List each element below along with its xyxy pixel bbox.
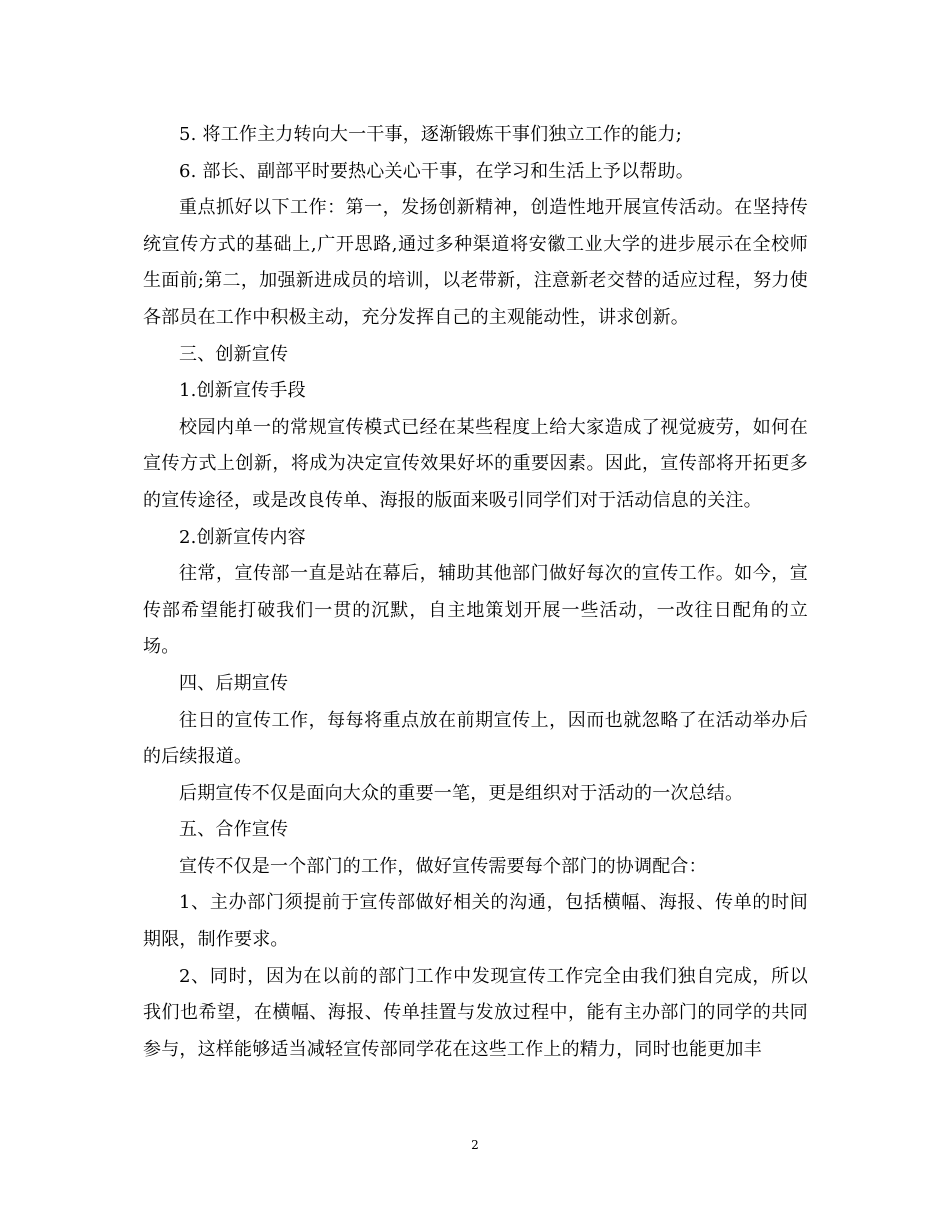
document-body	[143, 117, 808, 1068]
paragraph: 重点抓好以下工作：第一，发扬创新精神，创造性地开展宣传活动。在坚持传统宣传方式的基础上,广开思路,通过多种渠道将安徽工业大学的进步展示在全校师生面前;第二，加强新进成员的培训，以老带新，注意新老交替的适应过程，努力使各部员在工作中积极主动，充分发挥自己的主观能动性，讲求创新。	[143, 197, 808, 328]
section-heading: 三、创新宣传	[179, 343, 289, 365]
section-heading: 五、合作宣传	[179, 819, 289, 841]
paragraph: 6. 部长、副部平时要热心关心干事，在学习和生活上予以帮助。	[179, 160, 694, 182]
paragraph: 校园内单一的常规宣传模式已经在某些程度上给大家造成了视觉疲劳，如何在宣传方式上创新，将成为决定宣传效果好坏的重要因素。因此，宣传部将开拓更多的宣传途径，或是改良传单、海报的版面来吸引同学们对于活动信息的关注。	[143, 416, 808, 511]
paragraph: 往常，宣传部一直是站在幕后，辅助其他部门做好每次的宣传工作。如今，宣传部希望能打破我们一贯的沉默，自主地策划开展一些活动，一改往日配角的立场。	[143, 563, 808, 658]
paragraph: 5. 将工作主力转向大一干事，逐渐锻炼干事们独立工作的能力;	[179, 124, 682, 145]
paragraph: 后期宣传不仅是面向大众的重要一笔，更是组织对于活动的一次总结。	[179, 782, 744, 804]
subsection-heading: 1.创新宣传手段	[179, 380, 306, 402]
subsection-heading: 2.创新宣传内容	[179, 526, 306, 548]
page-number: 2	[471, 1138, 479, 1152]
list-item: 2、同时，因为在以前的部门工作中发现宣传工作完全由我们独自完成，所以我们也希望，在横幅、海报、传单挂置与发放过程中，能有主办部门的同学的共同参与，这样能够适当减轻宣传部同学花在这些工作上的精力，同时也能更加丰	[143, 965, 808, 1060]
paragraph: 往日的宣传工作，每每将重点放在前期宣传上，因而也就忽略了在活动举办后的后续报道。	[143, 709, 808, 768]
list-item: 1、主办部门须提前于宣传部做好相关的沟通，包括横幅、海报、传单的时间期限，制作要求。	[143, 892, 808, 951]
paragraph: 宣传不仅是一个部门的工作，做好宣传需要每个部门的协调配合：	[179, 855, 707, 877]
section-heading: 四、后期宣传	[179, 672, 289, 694]
